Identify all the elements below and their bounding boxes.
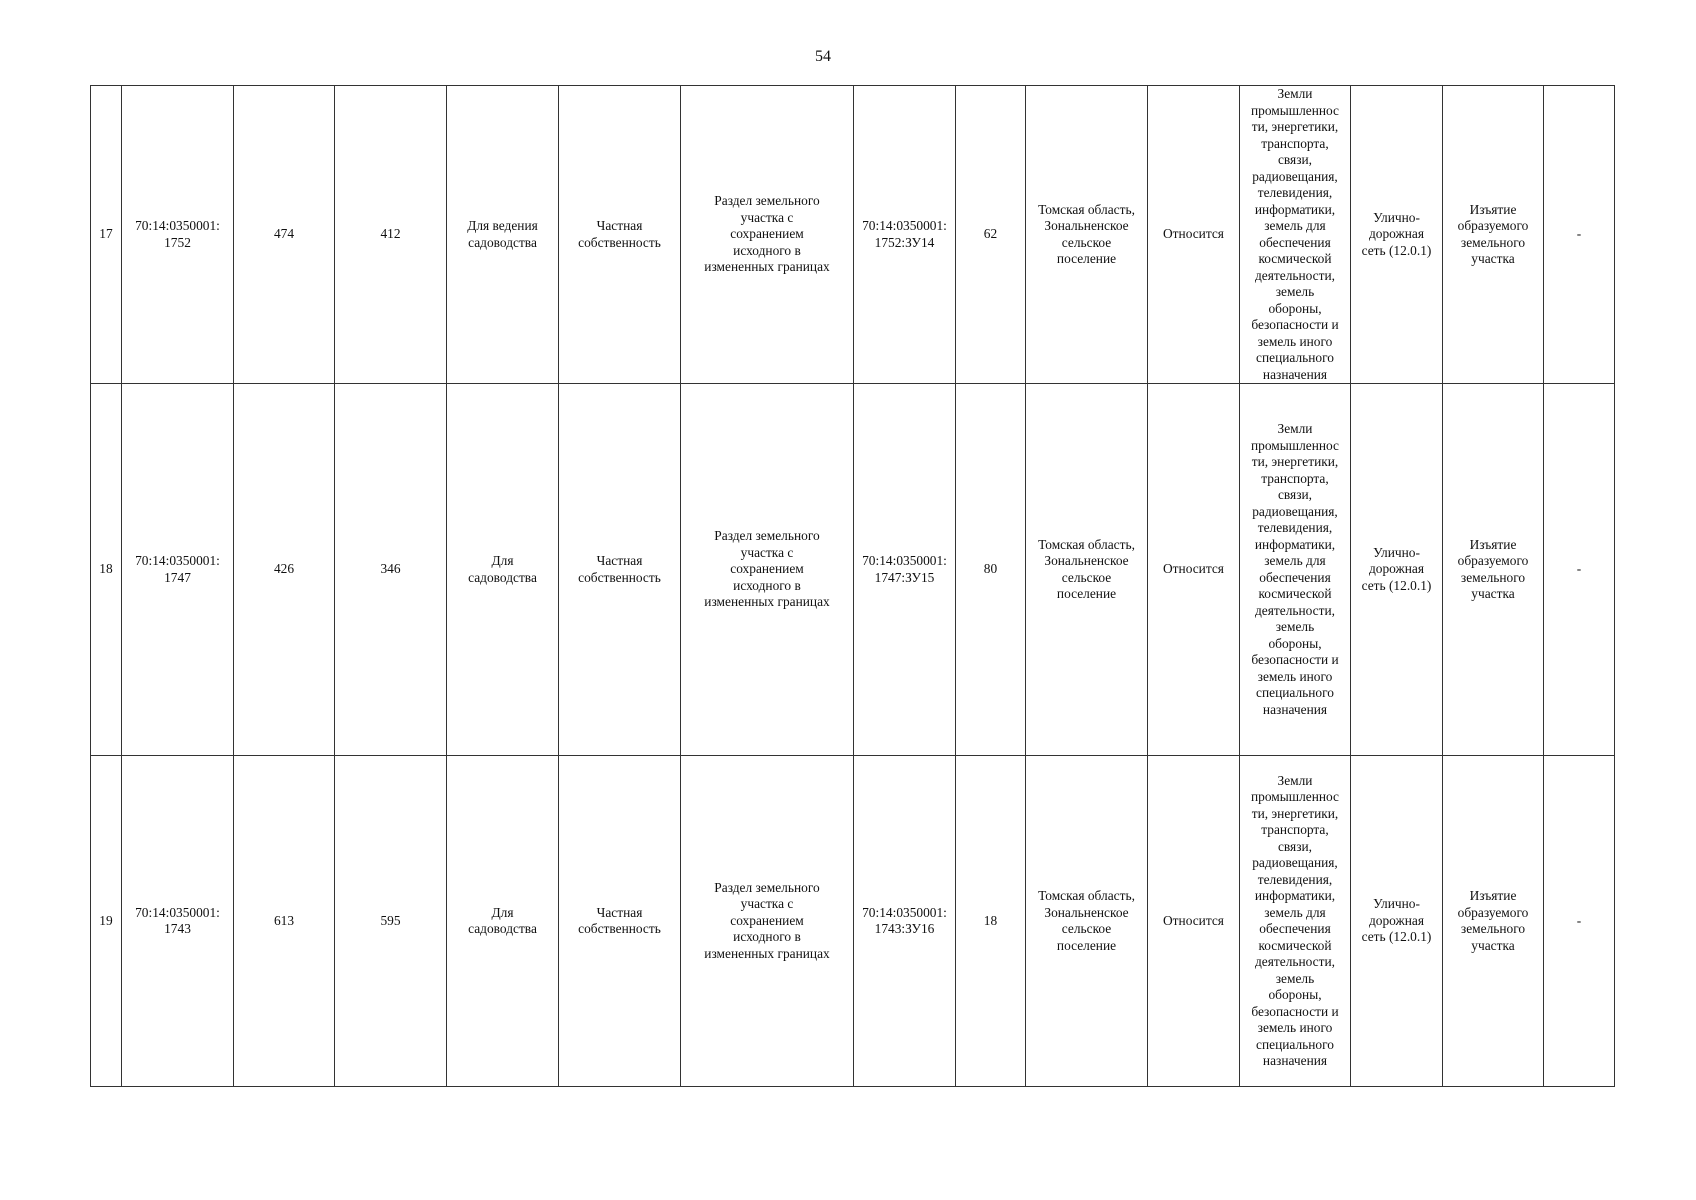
purpose-cell: Изъятие образуемого земельного участка	[1443, 86, 1544, 384]
area-cell: 346	[335, 384, 447, 756]
table-row	[91, 86, 1615, 384]
area-cell: 412	[335, 86, 447, 384]
cadastral-number-cell: 70:14:0350001: 1743	[122, 756, 234, 1087]
new-plot-area-cell: 62	[956, 86, 1026, 384]
cadastral-number-cell: 70:14:0350001: 1752	[122, 86, 234, 384]
land-category-cell: Земли промышленнос ти, энергетики, транспорта, связи, радиовещания, телевидения, информатики, земель для обеспечения космической деятельности, земель обороны, безопасности и земель иного специального назначения	[1240, 86, 1351, 384]
land-use-cell: Для садоводства	[447, 756, 559, 1087]
location-cell: Томская область, Зональненское сельское поселение	[1026, 384, 1148, 756]
location-cell: Томская область, Зональненское сельское поселение	[1026, 756, 1148, 1087]
page-number: 54	[815, 48, 831, 65]
row-number-cell: 19	[91, 756, 122, 1087]
formation-method-cell: Раздел земельного участка с сохранением исходного в измененных границах	[681, 756, 854, 1087]
land-plots-table	[90, 85, 1615, 1087]
area-cell: 613	[234, 756, 335, 1087]
formation-method-cell: Раздел земельного участка с сохранением исходного в измененных границах	[681, 86, 854, 384]
purpose-cell: Изъятие образуемого земельного участка	[1443, 756, 1544, 1087]
note-cell: -	[1544, 86, 1615, 384]
area-cell: 426	[234, 384, 335, 756]
new-plot-number-cell: 70:14:0350001: 1743:ЗУ16	[854, 756, 956, 1087]
new-plot-number-cell: 70:14:0350001: 1752:ЗУ14	[854, 86, 956, 384]
permitted-use-cell: Улично- дорожная сеть (12.0.1)	[1351, 756, 1443, 1087]
permitted-use-cell: Улично- дорожная сеть (12.0.1)	[1351, 86, 1443, 384]
table-row	[91, 384, 1615, 756]
ownership-cell: Частная собственность	[559, 86, 681, 384]
area-cell: 474	[234, 86, 335, 384]
relation-cell: Относится	[1148, 756, 1240, 1087]
location-cell: Томская область, Зональненское сельское поселение	[1026, 86, 1148, 384]
purpose-cell: Изъятие образуемого земельного участка	[1443, 384, 1544, 756]
new-plot-area-cell: 80	[956, 384, 1026, 756]
land-use-cell: Для ведения садоводства	[447, 86, 559, 384]
ownership-cell: Частная собственность	[559, 756, 681, 1087]
row-number-cell: 18	[91, 384, 122, 756]
ownership-cell: Частная собственность	[559, 384, 681, 756]
new-plot-number-cell: 70:14:0350001: 1747:ЗУ15	[854, 384, 956, 756]
permitted-use-cell: Улично- дорожная сеть (12.0.1)	[1351, 384, 1443, 756]
land-use-cell: Для садоводства	[447, 384, 559, 756]
table-row	[91, 756, 1615, 1087]
relation-cell: Относится	[1148, 384, 1240, 756]
row-number-cell: 17	[91, 86, 122, 384]
relation-cell: Относится	[1148, 86, 1240, 384]
note-cell: -	[1544, 756, 1615, 1087]
land-category-cell: Земли промышленнос ти, энергетики, транспорта, связи, радиовещания, телевидения, информатики, земель для обеспечения космической деятельности, земель обороны, безопасности и земель иного специального назначения	[1240, 384, 1351, 756]
formation-method-cell: Раздел земельного участка с сохранением исходного в измененных границах	[681, 384, 854, 756]
area-cell: 595	[335, 756, 447, 1087]
note-cell: -	[1544, 384, 1615, 756]
new-plot-area-cell: 18	[956, 756, 1026, 1087]
land-category-cell: Земли промышленнос ти, энергетики, транспорта, связи, радиовещания, телевидения, информатики, земель для обеспечения космической деятельности, земель обороны, безопасности и земель иного специального назначения	[1240, 756, 1351, 1087]
cadastral-number-cell: 70:14:0350001: 1747	[122, 384, 234, 756]
